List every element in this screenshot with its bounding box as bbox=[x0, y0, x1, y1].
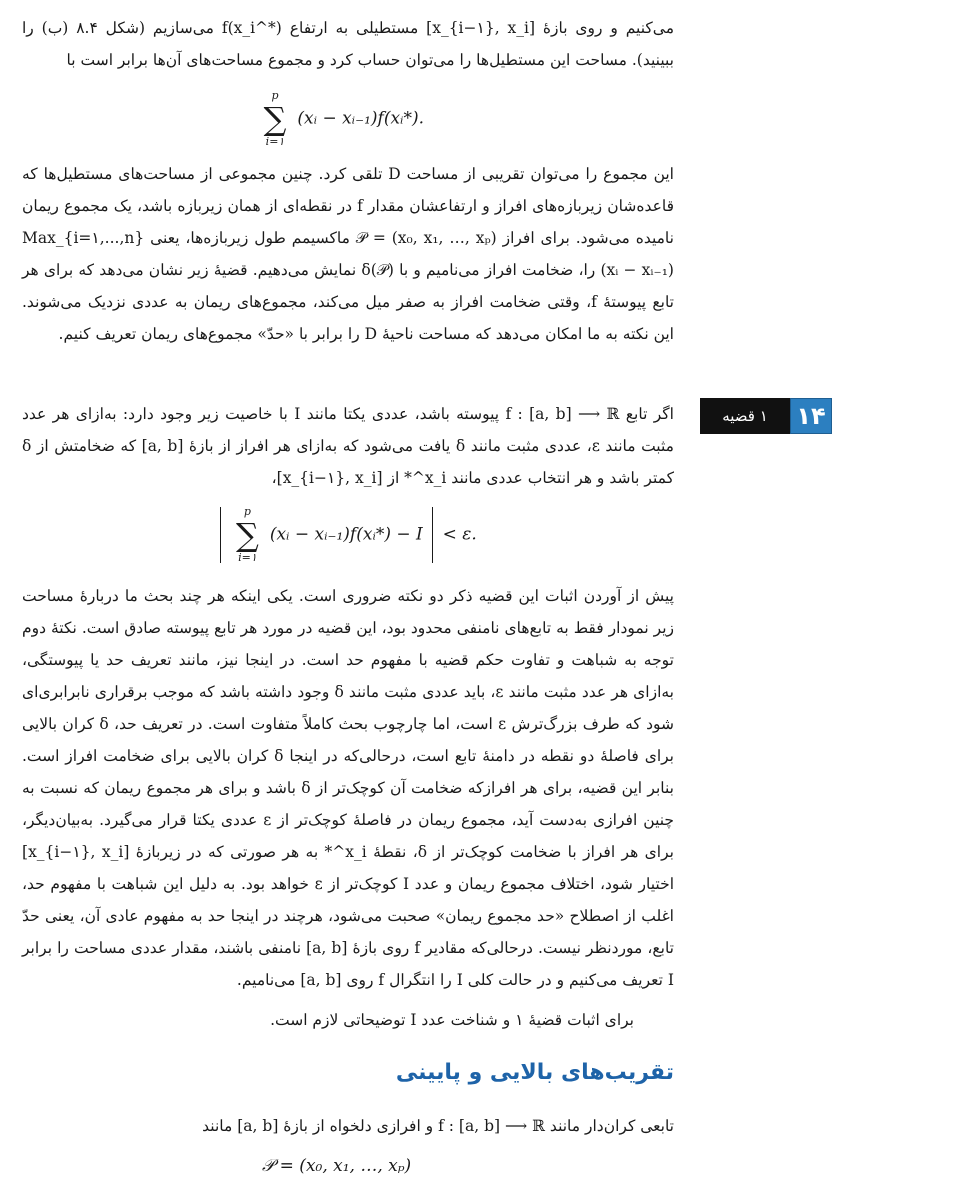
sum-upper-limit: p bbox=[243, 505, 251, 518]
section-title: تقریب‌های بالایی و پایینی bbox=[395, 1060, 674, 1085]
paragraph-riemann-rectangles: می‌کنیم و روی بازهٔ [x_{i−۱}, x_i] مستطیلی به ارتفاع f(x_i^*) می‌سازیم (شکل ۸.۴ (ب) را ببینید). مساحت این مستطیل‌ها را می‌توان حساب کرد و مجموع مساحت‌های آن‌ها برابر است با bbox=[22, 19, 674, 69]
absolute-bar-right bbox=[432, 507, 433, 563]
absolute-bar-left bbox=[220, 507, 221, 563]
equation-theorem-inequality bbox=[216, 506, 477, 564]
sum-lower-limit: i=۱ bbox=[238, 551, 257, 564]
inequality-tail: < ε. bbox=[442, 524, 477, 545]
chapter-number-icon: ۱۴ bbox=[790, 398, 832, 434]
equation-riemann-sum bbox=[258, 90, 424, 148]
equation-partition: 𝒫 = (x₀, x₁, …, xₚ) bbox=[262, 1156, 412, 1176]
summation-symbol: p ∑ i=۱ bbox=[230, 506, 264, 564]
sum-lower-limit: i=۱ bbox=[265, 135, 285, 148]
paragraph-proof-remarks: پیش از آوردن اثبات این قضیه ذکر دو نکته ضروری است. یکی اینکه هر چند بحث ما دربارهٔ مساحت زیر نمودار فقط به تابع‌های نامنفی محدود بود، این قضیه در مورد هر تابع پیوسته صادق است. نکتهٔ دوم توجه به شباهت و تفاوت حکم قضیه با مفهوم حد است. در اینجا نیز، مانند تعریف حد یا پیوستگی، به‌ازای هر عدد مثبت مانند ε، باید عددی مثبت مانند δ وجود داشته باشد که موجب برقراری نابرابری‌ای شود که طرف بزرگ‌ترش ε است، اما چارچوب بحث کاملاً متفاوت است. در تعریف حد، δ کران بالایی برای فاصلهٔ دو نقطه در دامنهٔ تابع است، درحالی‌که در اینجا δ کران بالایی برای ضخامت افراز است. بنابر این قضیه، برای هر افرازکه ضخامت آن کوچک‌تر از δ باشد و برای هر مجموع ریمان که نسبت به چنین افرازی به‌دست آید، مجموع ریمان در فاصلهٔ کوچک‌تر از ε عددی یکتا قرار می‌گیرد. به‌بیان‌دیگر، برای هر افراز با ضخامت کوچک‌تر از δ، نقطهٔ x_i^* به هر صورتی که در زیربازهٔ [x_{i−۱}, x_i] اختیار شود، اختلاف مجموع ریمان و عدد I کوچک‌تر از ε خواهد بود. به دلیل این شباهت با مفهوم حد، اغلب از اصطلاح «حد مجموع ریمان» صحبت می‌شود، هرچند در اینجا حد به مفهوم عادی آن، یعنی حدّ تابع، موردنظر نیست. درحالی‌که مقادیر f روی بازهٔ [a, b] نامنفی باشند، مقدار عددی مساحت را برابر I تعریف می‌کنیم و در حالت کلی I را انتگرال f روی [a, b] می‌نامیم. bbox=[22, 587, 675, 989]
sum-upper-limit: p bbox=[271, 89, 279, 102]
theorem-statement: اگر تابع f : [a, b] ⟶ ℝ پیوسته باشد، عددی یکتا مانند I با خاصیت زیر وجود دارد: به‌ازای هر عدد مثبت مانند ε، عددی مثبت مانند δ یافت می‌شود که به‌ازای هر افراز از بازهٔ [a, b] که ضخامتش از δ کمتر باشد و هر انتخاب عددی مانند x_i^* از [x_{i−۱}, x_i]، bbox=[22, 405, 674, 487]
sum-body: (xᵢ − xᵢ₋₁)f(xᵢ*). bbox=[297, 108, 424, 129]
paragraph-bounded-function: تابعی کران‌دار مانند f : [a, b] ⟶ ℝ و افرازی دلخواه از بازهٔ [a, b] مانند bbox=[202, 1117, 674, 1135]
theorem-badge bbox=[700, 398, 832, 434]
paragraph-proof-intro: برای اثبات قضیهٔ ۱ و شناخت عدد I توضیحاتی لازم است. bbox=[270, 1011, 634, 1029]
theorem-label: ۱ قضیه bbox=[700, 398, 790, 434]
summation-symbol: p ∑ i=۱ bbox=[258, 90, 292, 148]
paragraph-riemann-definition: این مجموع را می‌توان تقریبی از مساحت D تلقی کرد. چنین مجموعی از مساحت‌های مستطیل‌ها که قاعده‌شان زیربازه‌های افراز و ارتفاعشان مقدار f در نقطه‌ای از همان زیربازه باشد، یک مجموع ریمان نامیده می‌شود. برای افراز 𝒫 = (x₀, x₁, …, xₚ) ماکسیمم طول زیربازه‌ها، یعنی Max_{i=۱,...,n}(xᵢ − xᵢ₋₁) را، ضخامت افراز می‌نامیم و با δ(𝒫) نمایش می‌دهیم. قضیهٔ زیر نشان می‌دهد که برای هر تابع پیوستهٔ f، وقتی ضخامت افراز به صفر میل می‌کند، مجموع‌های ریمان به عددی نزدیک می‌شوند. این نکته به ما امکان می‌دهد که مساحت ناحیهٔ D را برابر با «حدّ» مجموع‌های ریمان تعریف کنیم. bbox=[22, 165, 675, 343]
sum-body: (xᵢ − xᵢ₋₁)f(xᵢ*) − I bbox=[269, 524, 423, 545]
